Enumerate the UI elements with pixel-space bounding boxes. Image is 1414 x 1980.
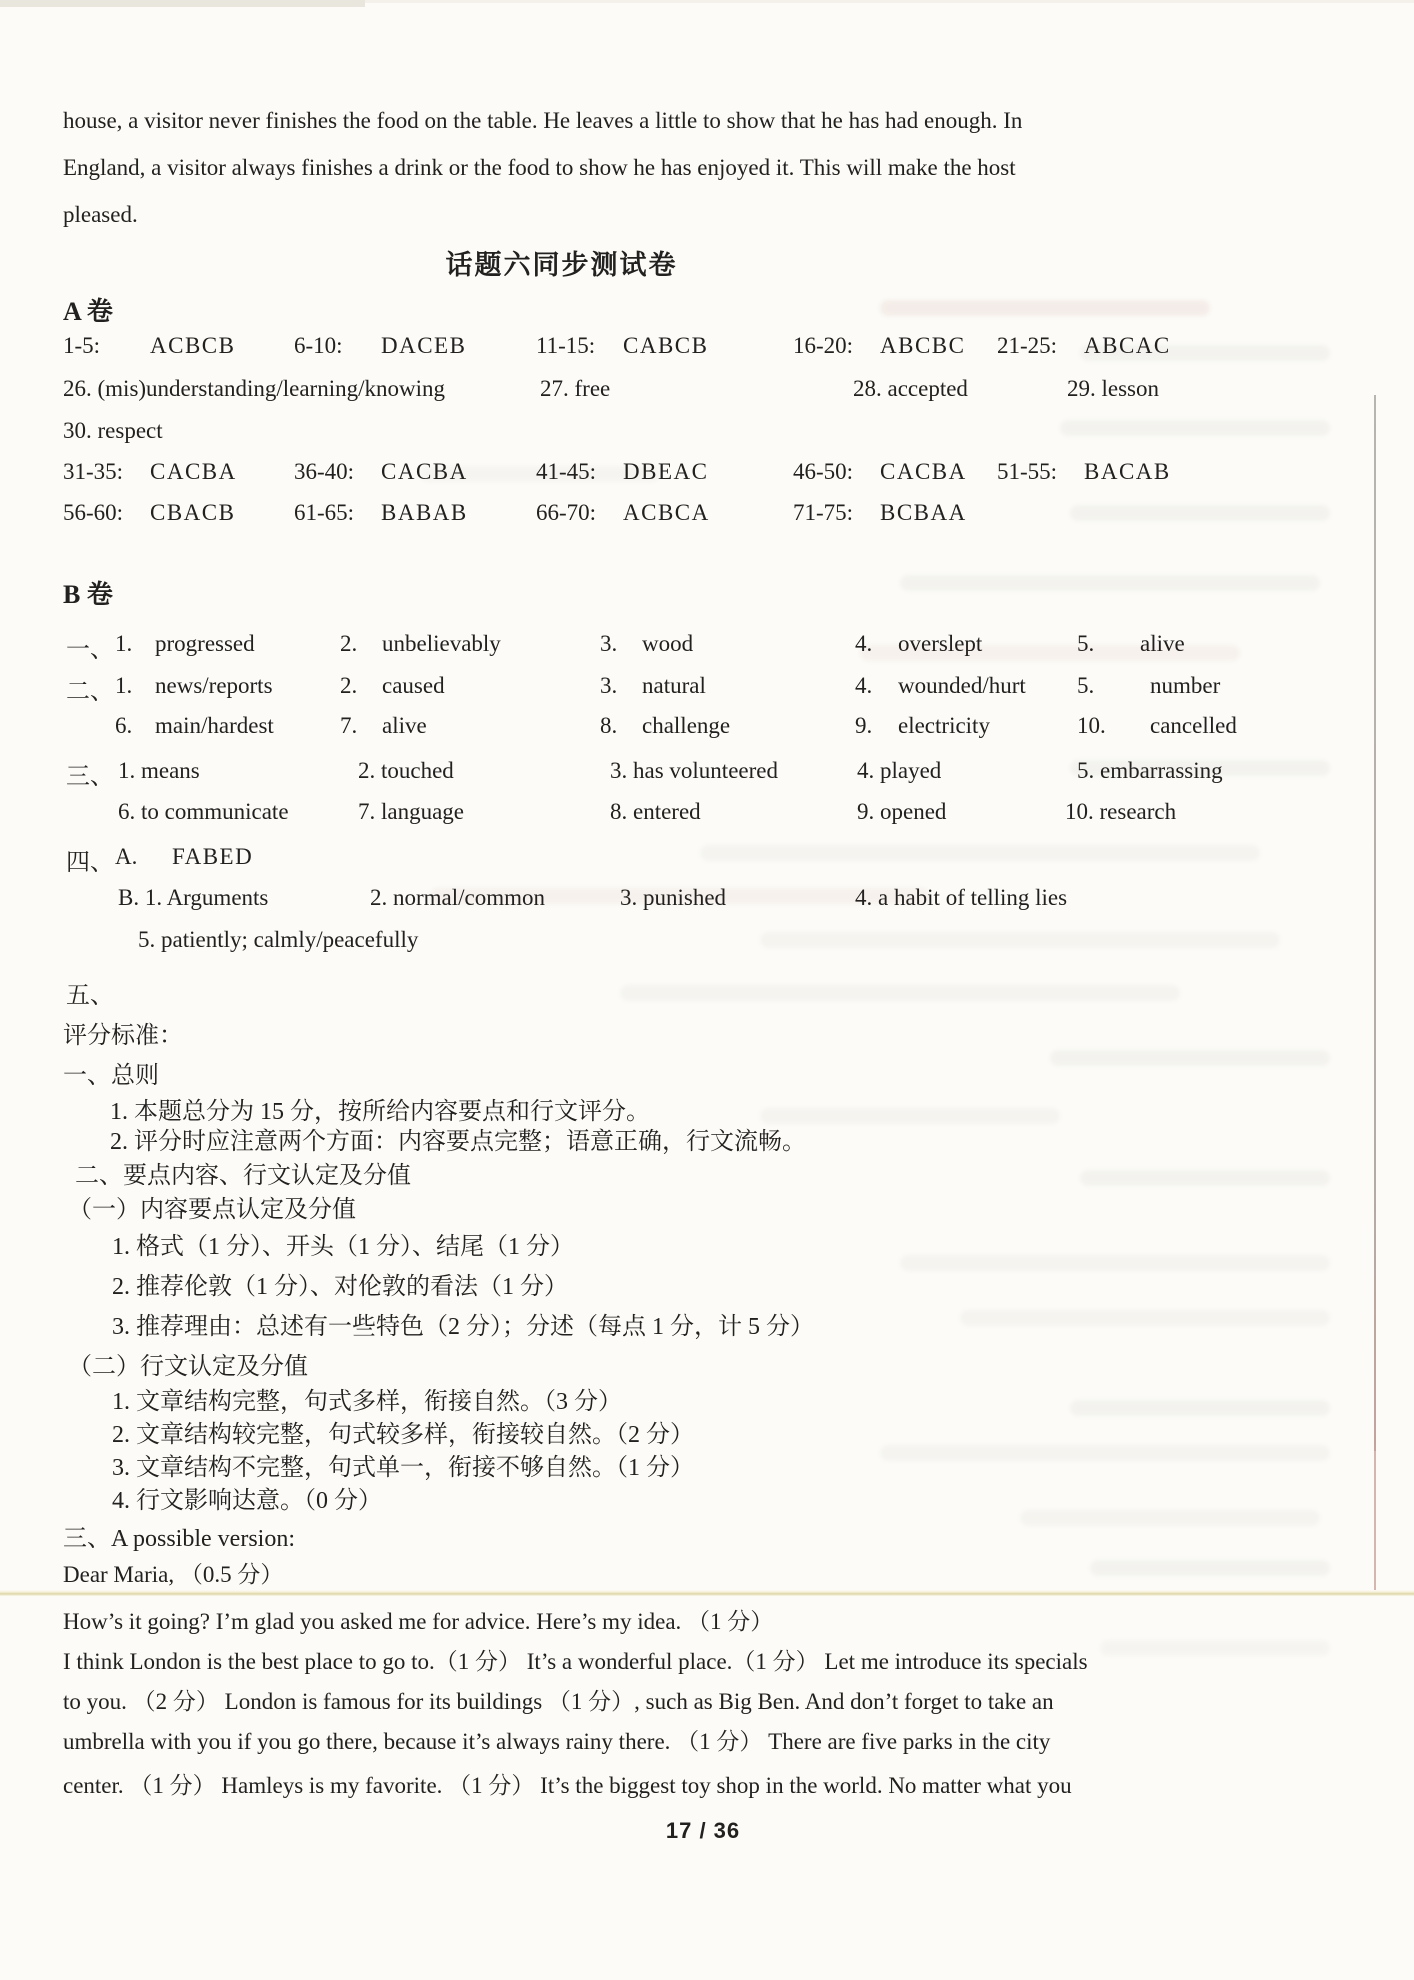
rubric-item: 2. 评分时应注意两个方面：内容要点完整；语意正确，行文流畅。 (110, 1129, 806, 1155)
item-answer: alive (382, 713, 427, 738)
item-answer: news/reports (155, 673, 273, 698)
rubric-item: 2. 文章结构较完整，句式较多样，衔接较自然。（2 分） (112, 1422, 694, 1448)
bleedthrough-artifact (700, 845, 1260, 861)
letter-line: I think London is the best place to go to.（1 分） It’s a wonderful place.（1 分） Let me introduce its specials (63, 1649, 1088, 1674)
rubric-item: 1. 本题总分为 15 分，按所给内容要点和行文评分。 (110, 1099, 650, 1125)
fold-crease-line (0, 1590, 1414, 1597)
rubric-item: 2. 推荐伦敦（1 分）、对伦敦的看法（1 分） (112, 1274, 568, 1300)
rubric-heading: 评分标准： (63, 1023, 183, 1049)
answer-letters: DACEB (381, 333, 467, 358)
item-number: 3. (600, 631, 618, 656)
item-answer: 2. normal/common (370, 885, 546, 910)
scan-edge-artifact (0, 0, 365, 7)
fill-answer: 30. respect (63, 418, 163, 443)
answer-range: 56-60: (63, 500, 124, 525)
rubric-item: 3. 文章结构不完整，句式单一，衔接不够自然。（1 分） (112, 1455, 694, 1481)
item-number: 5. (1077, 631, 1095, 656)
item-answer: natural (642, 673, 706, 698)
bleedthrough-artifact (1080, 1170, 1330, 1186)
page-edge-line (1374, 395, 1376, 1451)
bleedthrough-artifact (1100, 1640, 1330, 1656)
item-answer: cancelled (1150, 713, 1237, 738)
answer-letters: CACBA (381, 459, 468, 484)
item-answer: 3. punished (620, 885, 727, 910)
page-number-indicator: 17 / 36 (665, 1818, 741, 1843)
item-answer: number (1150, 673, 1221, 698)
item-number: 4. (855, 673, 873, 698)
item-number: 1. (115, 631, 133, 656)
item-number: 8. (600, 713, 618, 738)
paper-b-heading: B 卷 (63, 580, 113, 609)
bleedthrough-artifact (880, 300, 1210, 316)
item-answer: 1. means (118, 758, 200, 783)
fill-answer: 29. lesson (1067, 376, 1159, 401)
item-answer: 5. patiently; calmly/peacefully (138, 927, 419, 952)
answer-range: 16-20: (793, 333, 854, 358)
item-answer: 2. touched (358, 758, 454, 783)
letter-line: to you. （2 分） London is famous for its buildings （1 分）, such as Big Ben. And don’t forget to take an (63, 1689, 1054, 1714)
item-number: 4. (855, 631, 873, 656)
item-answer: challenge (642, 713, 731, 738)
answer-letters: ABCAC (1084, 333, 1171, 358)
rubric-content-label: 二、要点内容、行文认定及分值 (75, 1163, 411, 1189)
answer-range: 46-50: (793, 459, 854, 484)
answer-letters: ACBCB (150, 333, 236, 358)
bleedthrough-artifact (960, 1310, 1330, 1326)
answer-letters: BACAB (1084, 459, 1171, 484)
letter-line: How’s it going? I’m glad you asked me for advice. Here’s my idea. （1 分） (63, 1609, 774, 1634)
answer-letters: DBEAC (623, 459, 709, 484)
rubric-item: 1. 格式（1 分）、开头（1 分）、结尾（1 分） (112, 1234, 574, 1260)
item-answer: 8. entered (610, 799, 701, 824)
possible-version-label: 三、A possible version: (63, 1526, 295, 1552)
section-marker: 四、 (66, 850, 114, 876)
answer-letters: ACBCA (623, 500, 710, 525)
bleedthrough-artifact (1070, 505, 1330, 521)
fill-answer: 27. free (540, 376, 611, 401)
answer-letters: CABCB (623, 333, 709, 358)
answer-letters: CACBA (880, 459, 967, 484)
answer-range: 36-40: (294, 459, 355, 484)
answer-range: 11-15: (536, 333, 596, 358)
intro-line: pleased. (63, 202, 138, 227)
fill-answer: 28. accepted (853, 376, 968, 401)
item-answer: alive (1140, 631, 1185, 656)
item-number: 7. (340, 713, 358, 738)
answer-range: 71-75: (793, 500, 854, 525)
rubric-item: 3. 推荐理由：总述有一些特色（2 分）；分述（每点 1 分，计 5 分） (112, 1314, 814, 1340)
item-answer: wood (642, 631, 694, 656)
bleedthrough-artifact (1020, 1510, 1320, 1526)
item-answer: 7. language (358, 799, 465, 824)
item-number: 3. (600, 673, 618, 698)
bleedthrough-artifact (1050, 1050, 1330, 1066)
item-answer: main/hardest (155, 713, 274, 738)
answer-letters: CACBA (150, 459, 237, 484)
item-answer: 4. a habit of telling lies (855, 885, 1068, 910)
bleedthrough-artifact (620, 985, 1180, 1001)
answer-range: 41-45: (536, 459, 597, 484)
rubric-part2-title: （二）行文认定及分值 (68, 1354, 308, 1380)
answer-range: 66-70: (536, 500, 597, 525)
letter-salutation: Dear Maria, （0.5 分） (63, 1562, 284, 1587)
item-number: 1. (115, 673, 133, 698)
item-answer: electricity (898, 713, 990, 738)
item-answer: 10. research (1065, 799, 1177, 824)
fill-answer: 26. (mis)understanding/learning/knowing (63, 376, 445, 401)
item-answer: FABED (172, 844, 254, 869)
item-answer: unbelievably (382, 631, 501, 656)
item-answer: 3. has volunteered (610, 758, 778, 783)
item-answer: overslept (898, 631, 983, 656)
letter-line: umbrella with you if you go there, because it’s always rainy there. （1 分） There are five parks in the city (63, 1729, 1051, 1754)
answer-letters: BCBAA (880, 500, 967, 525)
section-marker: 三、 (66, 764, 114, 790)
page-edge-line (1374, 1451, 1376, 1592)
answer-letters: ABCBC (880, 333, 966, 358)
section-marker: 一、 (66, 637, 114, 663)
bleedthrough-artifact (1070, 1400, 1330, 1416)
answer-letters: BABAB (381, 500, 468, 525)
answer-range: 31-35: (63, 459, 124, 484)
rubric-item: 1. 文章结构完整，句式多样，衔接自然。（3 分） (112, 1389, 622, 1415)
item-number: 10. (1077, 713, 1106, 738)
bleedthrough-artifact (1090, 1560, 1330, 1576)
answer-range: 51-55: (997, 459, 1058, 484)
answer-range: 61-65: (294, 500, 355, 525)
bleedthrough-artifact (880, 1445, 1330, 1461)
item-answer: wounded/hurt (898, 673, 1026, 698)
rubric-general-label: 一、总则 (63, 1063, 159, 1089)
paper-a-heading: A 卷 (63, 297, 113, 326)
bleedthrough-artifact (1060, 420, 1330, 436)
item-answer: 9. opened (857, 799, 947, 824)
rubric-part1-title: （一）内容要点认定及分值 (68, 1197, 356, 1223)
item-answer: 5. embarrassing (1077, 758, 1223, 783)
rubric-item: 4. 行文影响达意。（0 分） (112, 1488, 382, 1514)
page-title: 话题六同步测试卷 (445, 250, 678, 280)
item-number: 6. (115, 713, 133, 738)
answer-letters: CBACB (150, 500, 236, 525)
item-answer: caused (382, 673, 445, 698)
item-number: A. (115, 844, 138, 869)
item-number: 9. (855, 713, 873, 738)
item-answer: 4. played (857, 758, 942, 783)
bleedthrough-artifact (760, 932, 1280, 948)
answer-range: 6-10: (294, 333, 343, 358)
bleedthrough-artifact (900, 575, 1320, 591)
item-answer: B. 1. Arguments (118, 885, 269, 910)
item-answer: progressed (155, 631, 255, 656)
intro-line: house, a visitor never finishes the food on the table. He leaves a little to show that he has had enough. In (63, 108, 1023, 133)
answer-range: 1-5: (63, 333, 101, 358)
item-answer: 6. to communicate (118, 799, 289, 824)
letter-line: center. （1 分） Hamleys is my favorite. （1 分） It’s the biggest toy shop in the world. No matter what you (63, 1773, 1072, 1798)
item-number: 2. (340, 631, 358, 656)
section-marker: 五、 (66, 983, 114, 1009)
item-number: 2. (340, 673, 358, 698)
bleedthrough-artifact (900, 1255, 1330, 1271)
item-number: 5. (1077, 673, 1095, 698)
answer-range: 21-25: (997, 333, 1058, 358)
intro-line: England, a visitor always finishes a drink or the food to show he has enjoyed it. This will make the host (63, 155, 1016, 180)
section-marker: 二、 (66, 679, 114, 705)
